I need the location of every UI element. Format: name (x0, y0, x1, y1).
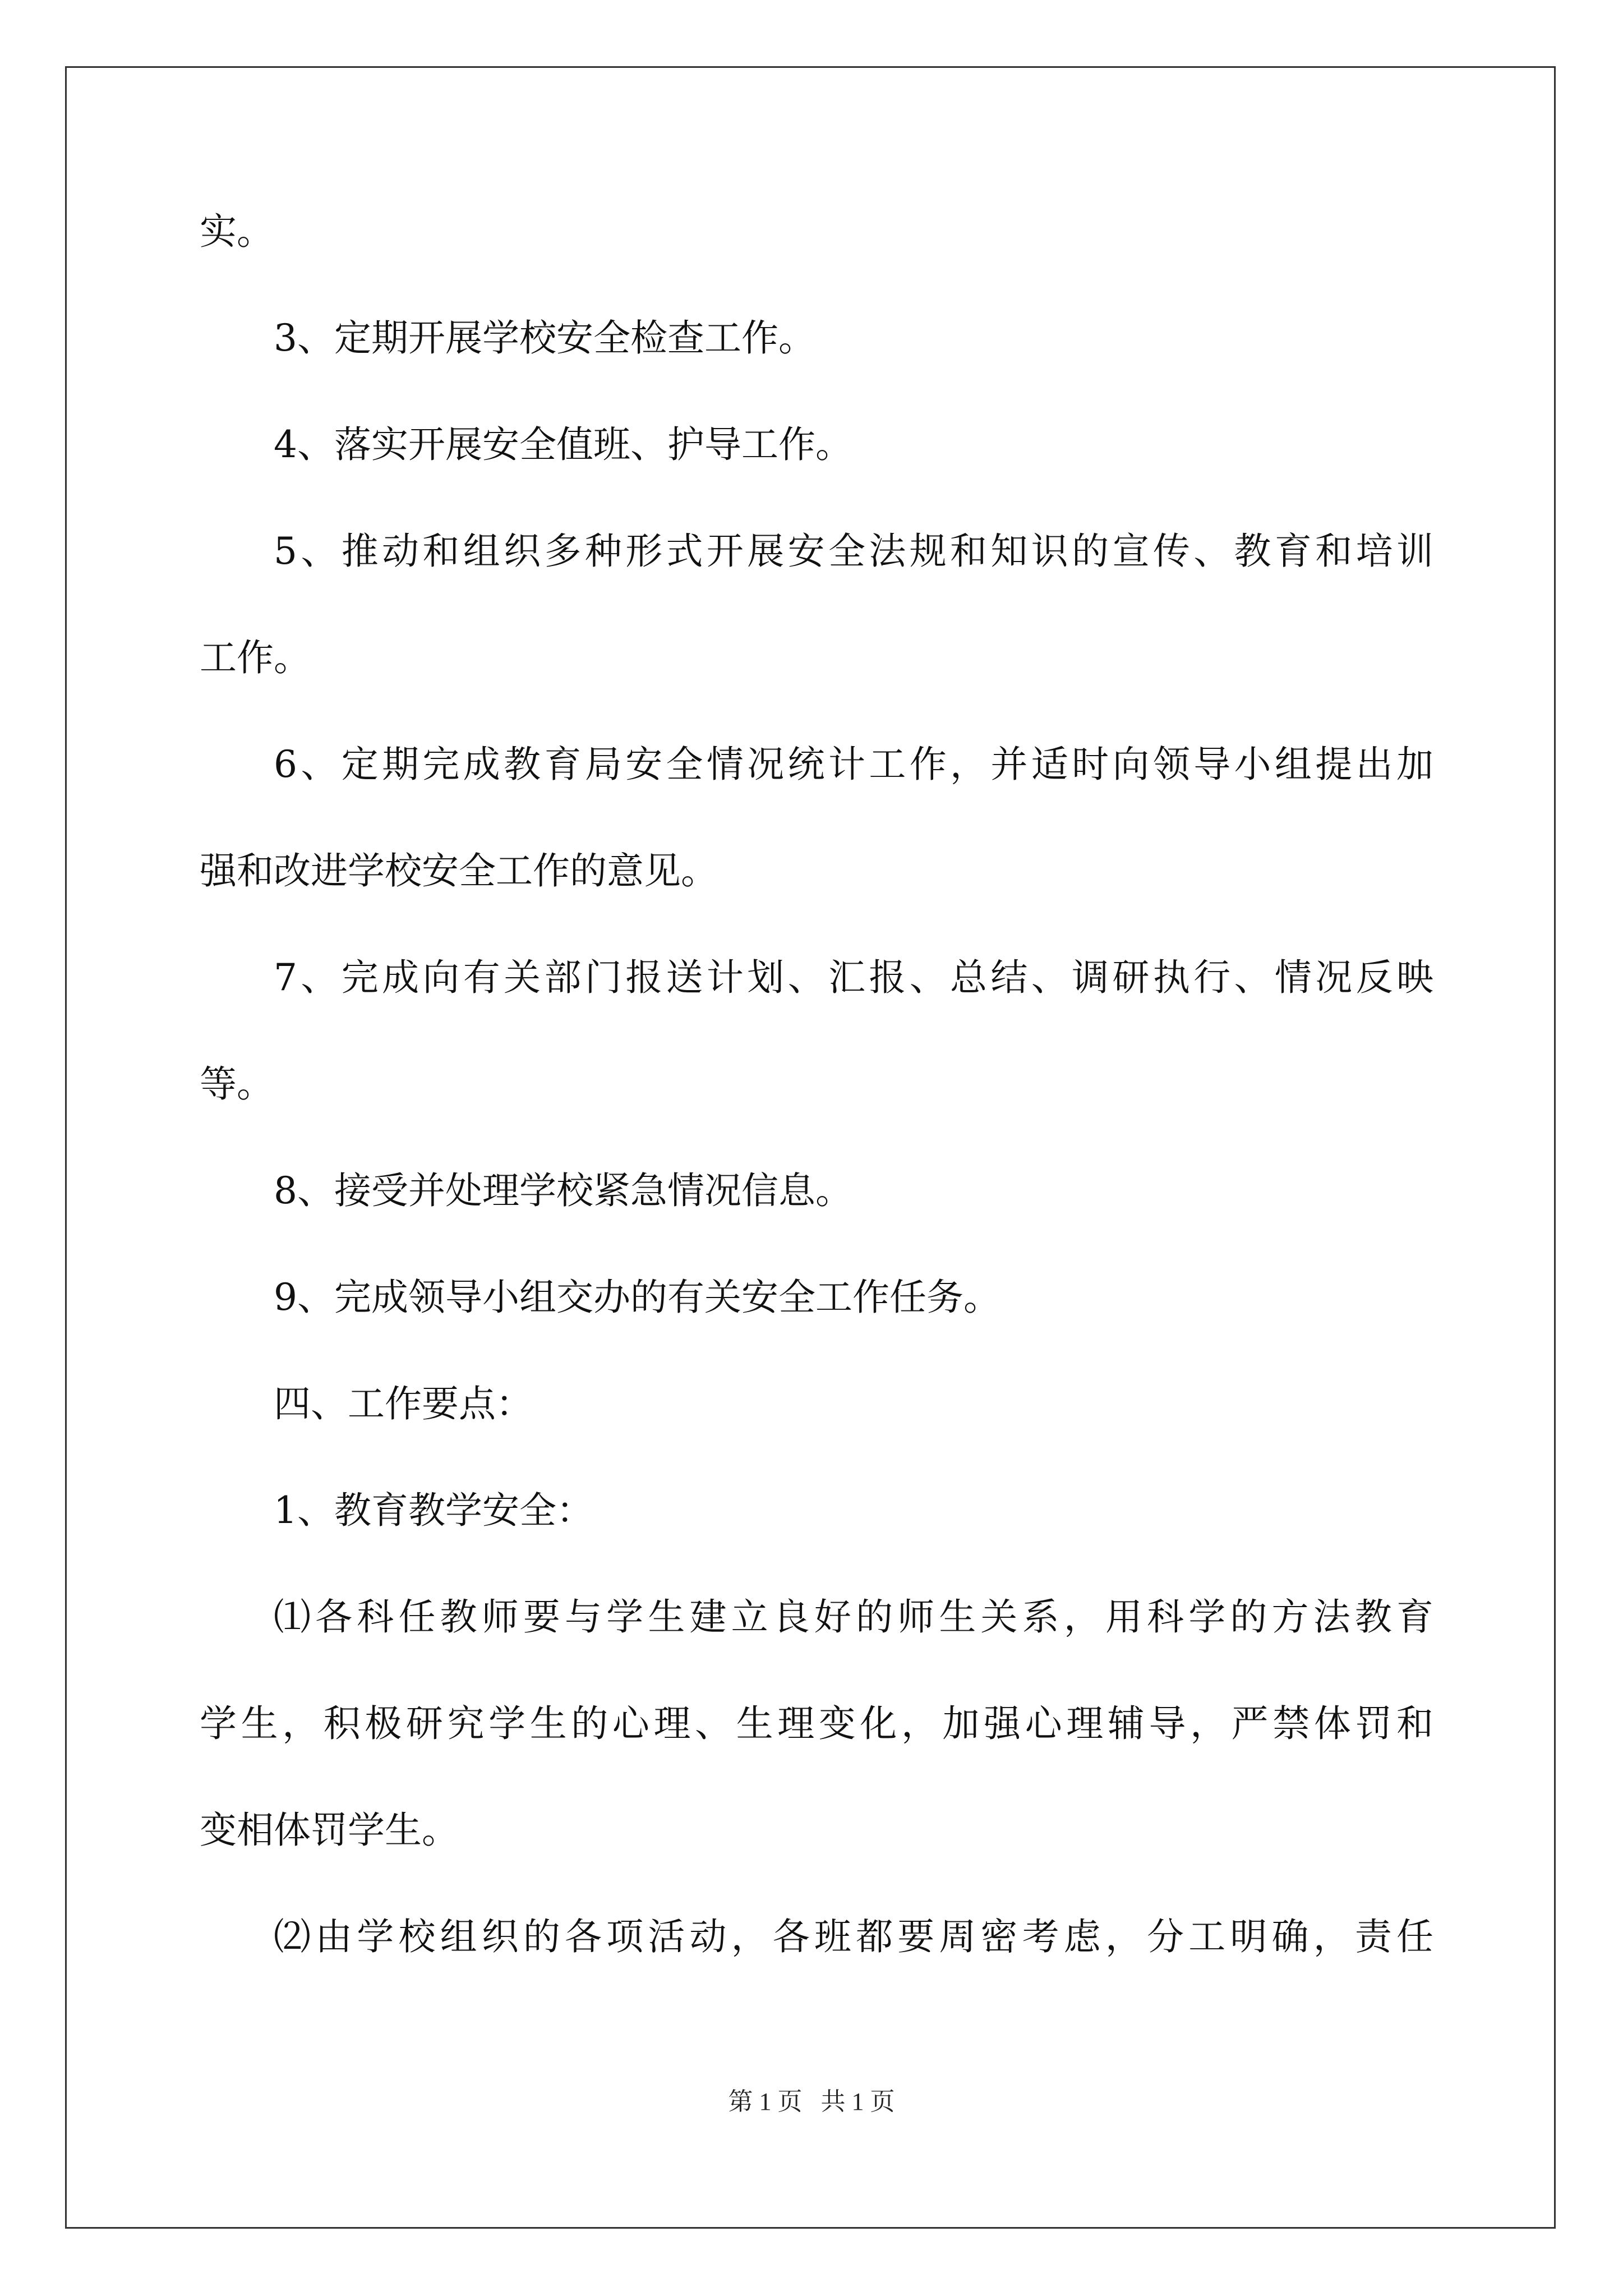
text-line: 学生，积极研究学生的心理、生理变化，加强心理辅导，严禁体罚和 (200, 1702, 1433, 1745)
text-line: 等。 (200, 1062, 274, 1106)
text-line: 四、工作要点： (274, 1382, 533, 1425)
text-line: 8、接受并处理学校紧急情况信息。 (274, 1169, 852, 1212)
text-line: 7、完成向有关部门报送计划、汇报、总结、调研执行、情况反映 (274, 956, 1433, 999)
text-line: 4、落实开展安全值班、护导工作。 (274, 423, 852, 466)
text-line: 3、定期开展学校安全检查工作。 (274, 316, 815, 360)
text-line: 5、推动和组织多种形式开展安全法规和知识的宣传、教育和培训 (274, 530, 1433, 573)
text-line: 强和改进学校安全工作的意见。 (200, 849, 718, 892)
text-line: 实。 (200, 210, 274, 253)
text-line: 9、完成领导小组交办的有关安全工作任务。 (274, 1276, 1000, 1319)
page-footer: 第 1 页 共 1 页 (728, 2088, 895, 2115)
text-line: 变相体罚学生。 (200, 1809, 459, 1852)
text-line: ⑵由学校组织的各项活动，各班都要周密考虑，分工明确，责任 (274, 1915, 1433, 1958)
document-body (200, 210, 1433, 2025)
text-line: ⑴各科任教师要与学生建立良好的师生关系，用科学的方法教育 (274, 1595, 1433, 1639)
text-line: 1、教育教学安全： (274, 1489, 593, 1532)
text-line: 工作。 (200, 636, 311, 679)
text-line: 6、定期完成教育局安全情况统计工作，并适时向领导小组提出加 (274, 743, 1433, 786)
